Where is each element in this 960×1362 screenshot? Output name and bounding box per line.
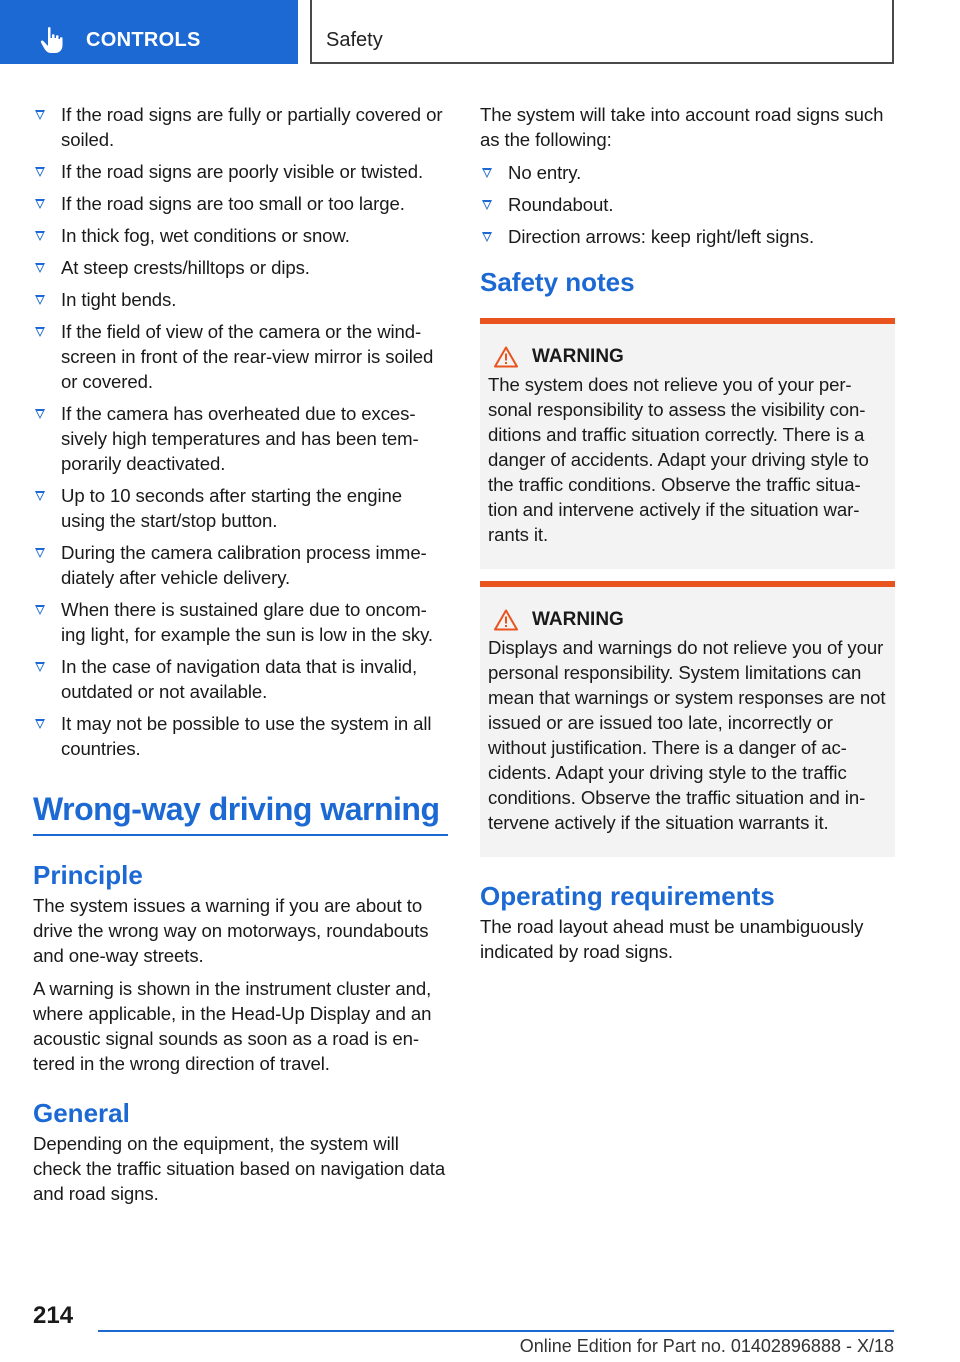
- warning-header: [488, 609, 887, 631]
- bullet-triangle-icon: [35, 719, 45, 729]
- list-item: If the road signs are poorly visible or twisted.: [33, 159, 448, 184]
- warning-box: [480, 581, 895, 857]
- bullet-triangle-icon: [35, 231, 45, 241]
- bullet-triangle-icon: [482, 200, 492, 210]
- section-tab-controls[interactable]: [0, 0, 298, 64]
- safety-notes-heading: Safety notes: [480, 267, 635, 297]
- bullet-triangle-icon: [35, 491, 45, 501]
- edition-text: Online Edition for Part no. 01402896888 - X/18: [519, 1336, 894, 1356]
- bullet-triangle-icon: [482, 168, 492, 178]
- road-signs-list: [480, 160, 895, 249]
- bullet-triangle-icon: [35, 199, 45, 209]
- bullet-triangle-icon: [35, 167, 45, 177]
- section-title: Wrong-way driving warning: [33, 791, 448, 836]
- hand-pointer-icon: [40, 26, 66, 54]
- principle-heading: Principle: [33, 860, 143, 890]
- intro-paragraph: The system will take into account road signs such as the following:: [480, 104, 884, 150]
- list-item: No entry.: [480, 160, 895, 185]
- warning-header: [488, 346, 887, 368]
- bullet-triangle-icon: [35, 548, 45, 558]
- list-item: If the camera has overheated due to exces‐sively high temperatures and has been tem‐porarily deactivated.: [33, 401, 448, 476]
- general-paragraph: Depending on the equipment, the system will check the traffic situation based on navigation data and road signs.: [33, 1133, 446, 1204]
- list-item: Roundabout.: [480, 192, 895, 217]
- limitations-list: [33, 102, 448, 761]
- list-item: If the road signs are fully or partially covered or soiled.: [33, 102, 448, 152]
- warning-triangle-icon: [494, 346, 518, 368]
- list-item: Up to 10 seconds after starting the engine using the start/stop button.: [33, 483, 448, 533]
- list-item: At steep crests/hilltops or dips.: [33, 255, 448, 280]
- bullet-triangle-icon: [35, 409, 45, 419]
- general-heading: General: [33, 1098, 130, 1128]
- warning-label: WARNING: [532, 346, 624, 367]
- warning-text: Displays and warnings do not relieve you of your personal responsibility. System limitations can mean that warnings or system responses are not issued or are issued too late, incorrectly or without justification. There is a danger of ac‐cidents. Adapt your driving style to the traffic conditions. Observe the traffic situation and in‐tervene actively if the situation warrants it.: [488, 637, 886, 833]
- list-item: Direction arrows: keep right/left signs.: [480, 224, 895, 249]
- warning-label: WARNING: [532, 609, 624, 630]
- list-item: If the field of view of the camera or the wind‐screen in front of the rear-view mirror is soiled or covered.: [33, 319, 448, 394]
- operating-requirements-paragraph: The road layout ahead must be unambiguously indicated by road signs.: [480, 916, 864, 962]
- list-item: In tight bends.: [33, 287, 448, 312]
- principle-paragraph: A warning is shown in the instrument cluster and, where applicable, in the Head-Up Display and an acoustic signal sounds as soon as a road is en‐tered in the wrong direction of travel.: [33, 978, 432, 1074]
- bullet-triangle-icon: [35, 327, 45, 337]
- left-column: [33, 102, 448, 1214]
- list-item: It may not be possible to use the system in all countries.: [33, 711, 448, 761]
- bullet-triangle-icon: [35, 110, 45, 120]
- bullet-triangle-icon: [35, 605, 45, 615]
- warning-box: [480, 318, 895, 569]
- operating-requirements-heading: Operating requirements: [480, 881, 775, 911]
- page-header: [0, 0, 960, 66]
- list-item: In thick fog, wet conditions or snow.: [33, 223, 448, 248]
- bullet-triangle-icon: [35, 295, 45, 305]
- list-item: If the road signs are too small or too large.: [33, 191, 448, 216]
- list-item: When there is sustained glare due to oncom‐ing light, for example the sun is low in the sky.: [33, 597, 448, 647]
- bullet-triangle-icon: [482, 232, 492, 242]
- principle-paragraph: The system issues a warning if you are about to drive the wrong way on motorways, roundabouts and one-way streets.: [33, 895, 429, 966]
- bullet-triangle-icon: [35, 662, 45, 672]
- page-number: 214: [33, 1302, 74, 1329]
- warning-triangle-icon: [494, 609, 518, 631]
- list-item: During the camera calibration process imme‐diately after vehicle delivery.: [33, 540, 448, 590]
- chapter-tab: [310, 0, 894, 64]
- bullet-triangle-icon: [35, 263, 45, 273]
- section-label: CONTROLS: [86, 29, 201, 51]
- right-column: [480, 102, 895, 972]
- list-item: In the case of navigation data that is invalid, outdated or not available.: [33, 654, 448, 704]
- footer-divider: [98, 1330, 894, 1332]
- warning-text: The system does not relieve you of your per‐sonal responsibility to assess the visibility con‐ditions and traffic situation correctly. There is a danger of accidents. Adapt your driving style to the traffic conditions. Observe the traffic situa‐tion and intervene actively if the situation war‐rants it.: [488, 374, 869, 545]
- chapter-label: Safety: [326, 29, 383, 51]
